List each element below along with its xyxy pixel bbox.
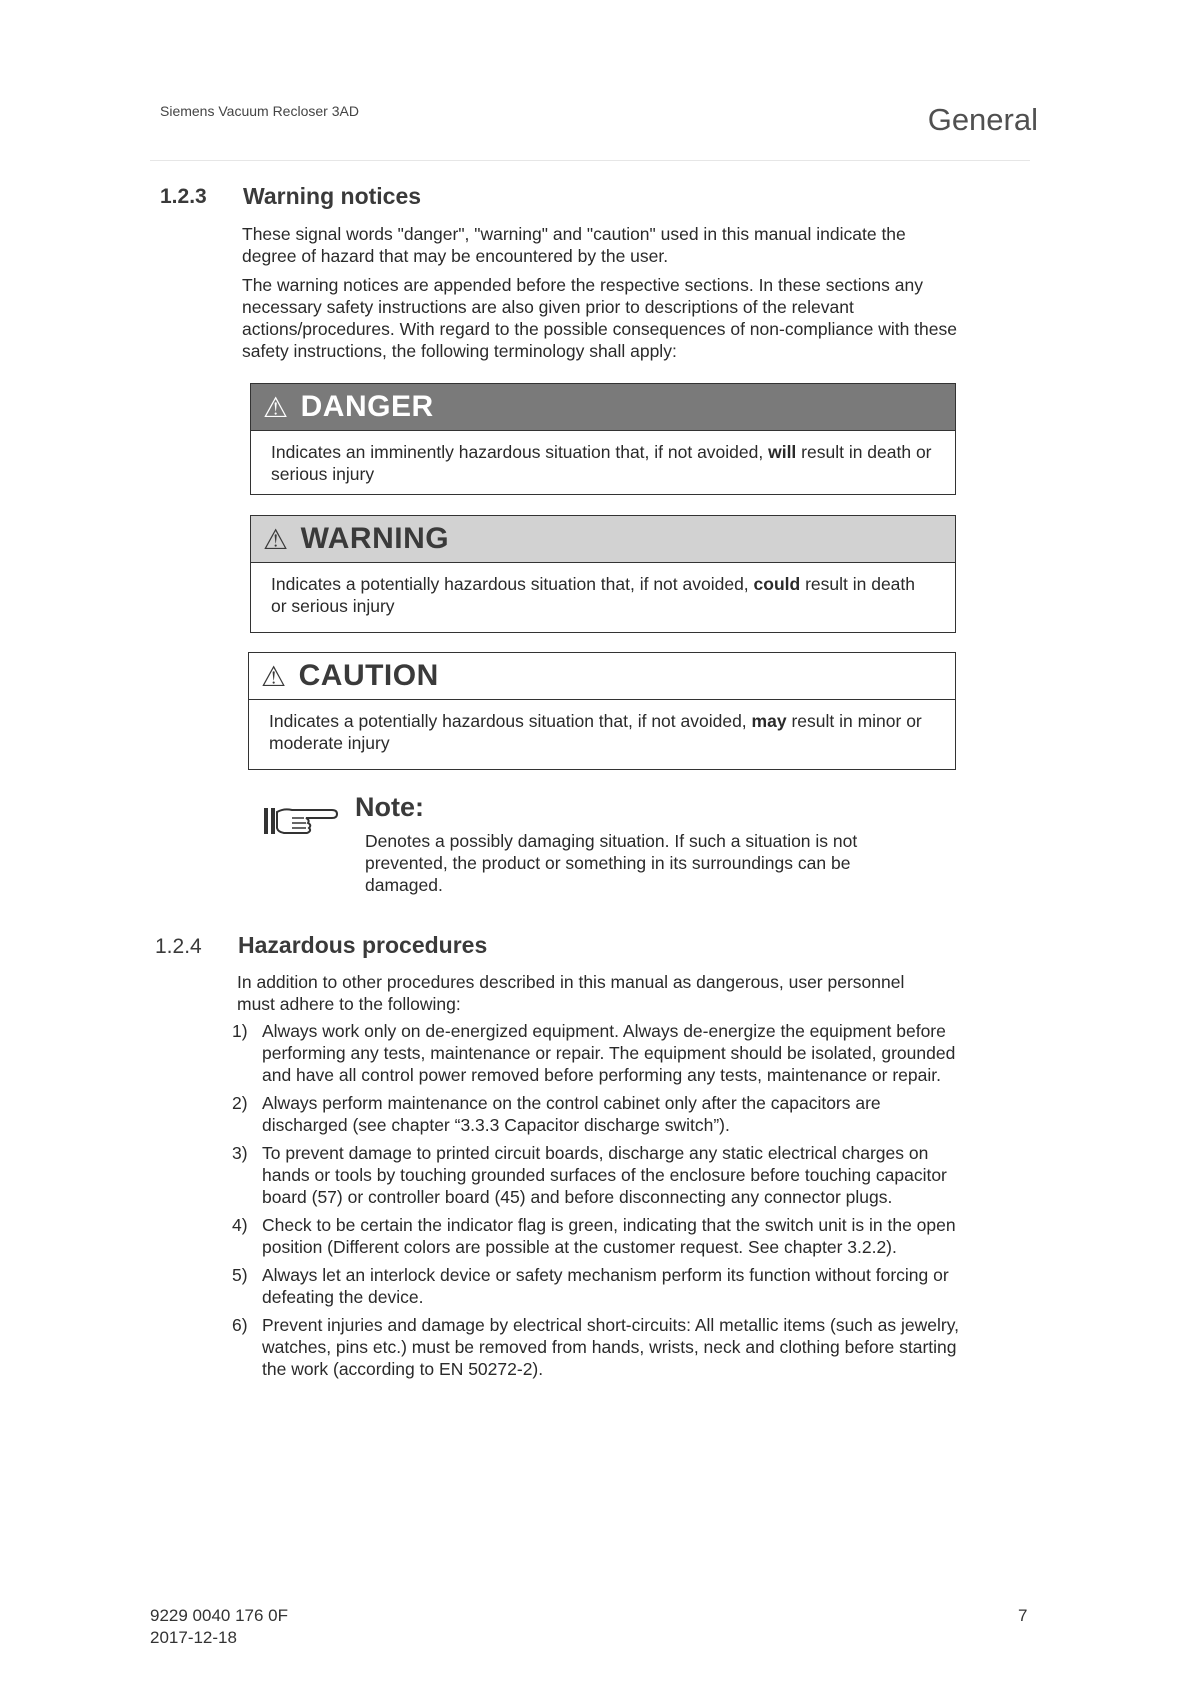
caution-text-start: Indicates a potentially hazardous situation that, if not avoided,	[269, 711, 752, 731]
page-number: 7	[1018, 1606, 1028, 1625]
warning-text-start: Indicates a potentially hazardous situation that, if not avoided,	[271, 574, 754, 594]
warning-notice	[250, 515, 956, 633]
list-item	[232, 1142, 962, 1208]
list-item-text: Check to be certain the indicator flag is green, indicating that the switch unit is in the open position (Different colors are possible at the customer request. See chapter 3.2.2).	[262, 1215, 956, 1257]
list-item-number: 2)	[232, 1093, 248, 1113]
warning-triangle-icon: ⚠	[261, 660, 287, 692]
list-item-text: To prevent damage to printed circuit boards, discharge any static electrical charges on hands or tools by touching grounded surfaces of the enclosure before touching capacitor board (57) or controller board (45) and before disconnecting any connector plugs.	[262, 1143, 947, 1207]
caution-label: CAUTION	[298, 659, 439, 692]
warning-label: WARNING	[300, 522, 450, 555]
pointing-hand-icon	[262, 800, 340, 838]
section-title: Hazardous procedures	[238, 932, 488, 958]
list-item-number: 1)	[232, 1021, 248, 1041]
list-item	[232, 1314, 962, 1380]
warning-text	[251, 563, 955, 617]
procedure-list	[232, 1020, 962, 1386]
document-date: 2017-12-18	[150, 1628, 237, 1647]
caution-header	[249, 653, 955, 700]
list-item-number: 3)	[232, 1143, 248, 1163]
header-divider	[150, 160, 1030, 161]
section-number: 1.2.4	[155, 935, 202, 958]
danger-text	[251, 431, 955, 485]
list-item	[232, 1092, 962, 1136]
list-item	[232, 1020, 962, 1086]
caution-notice	[248, 652, 956, 770]
section-title: Warning notices	[243, 183, 422, 209]
list-item-number: 5)	[232, 1265, 248, 1285]
caution-text	[249, 700, 955, 754]
danger-notice	[250, 383, 956, 495]
list-item-text: Always let an interlock device or safety mechanism perform its function without forcing or defeating the device.	[262, 1265, 949, 1307]
danger-text-end: result in death or serious injury	[271, 442, 932, 484]
note-title: Note:	[355, 792, 424, 822]
warning-triangle-icon: ⚠	[263, 523, 289, 555]
document-number: 9229 0040 176 0F	[150, 1606, 289, 1625]
caution-text-end: result in minor or moderate injury	[269, 711, 922, 753]
warning-emphasis: could	[753, 574, 801, 594]
list-item-text: Prevent injuries and damage by electrical short-circuits: All metallic items (such as jewelry, watches, pins etc.) must be removed from hands, wrists, neck and clothing before starting the work (according to EN 50272-2).	[262, 1315, 960, 1379]
note-text: Denotes a possibly damaging situation. If such a situation is not prevented, the product or something in its surroundings can be damaged.	[365, 831, 858, 895]
warning-text-end: result in death or serious injury	[271, 574, 916, 616]
list-item-number: 4)	[232, 1215, 248, 1235]
chapter-title: General	[927, 102, 1038, 137]
list-item	[232, 1214, 962, 1258]
list-item-number: 6)	[232, 1315, 248, 1335]
danger-text-start: Indicates an imminently hazardous situation that, if not avoided,	[271, 442, 769, 462]
warning-triangle-icon: ⚠	[263, 391, 289, 423]
danger-label: DANGER	[300, 390, 434, 423]
paragraph: These signal words "danger", "warning" and "caution" used in this manual indicate the degree of hazard that may be encountered by the user.	[242, 224, 906, 266]
paragraph: In addition to other procedures described in this manual as dangerous, user personnel must adhere to the following:	[237, 972, 905, 1014]
list-item-text: Always work only on de-energized equipment. Always de-energize the equipment before performing any tests, maintenance or repair. The equipment should be isolated, grounded and have all control power removed before performing any tests, maintenance or repair.	[262, 1021, 956, 1085]
list-item-text: Always perform maintenance on the control cabinet only after the capacitors are discharged (see chapter “3.3.3 Capacitor discharge switch”).	[262, 1093, 881, 1135]
list-item	[232, 1264, 962, 1308]
warning-header	[251, 516, 955, 563]
document-title: Siemens Vacuum Recloser 3AD	[160, 103, 359, 119]
section-number: 1.2.3	[160, 185, 207, 208]
danger-header	[251, 384, 955, 431]
paragraph: The warning notices are appended before the respective sections. In these sections any necessary safety instructions are also given prior to descriptions of the relevant actions/procedures. With regard to the possible consequences of non-compliance with these safety instructions, the following terminology shall apply:	[242, 275, 957, 361]
caution-emphasis: may	[751, 711, 787, 731]
danger-emphasis: will	[768, 442, 797, 462]
